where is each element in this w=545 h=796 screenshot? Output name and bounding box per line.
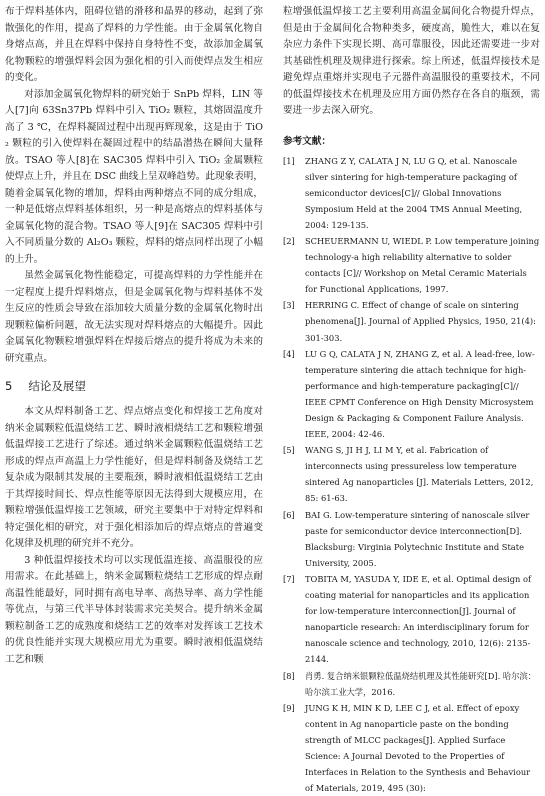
reference-text: HERRING C. Effect of change of scale on sintering phenomena[J]. Journal of Applied Physics, 1950, 21(4): 301-303. — [305, 297, 540, 345]
reference-item — [283, 571, 540, 668]
reference-item — [283, 346, 540, 443]
reference-number: [3] — [283, 297, 305, 345]
left-column — [5, 4, 263, 668]
right-column — [283, 4, 540, 796]
reference-item — [283, 507, 540, 571]
reference-text: TOBITA M, YASUDA Y, IDE E, et al. Optimal design of coating material for nanoparticles and its application for low-temperature interconnection[J]. Journal of nanoparticle research: An interdisciplinary forum for nanoscale science and technology, 2010, 12(6): 2135-2144. — [305, 571, 540, 668]
reference-item — [283, 442, 540, 506]
section-heading — [5, 378, 263, 394]
reference-number: [9] — [283, 700, 305, 796]
reference-number: [6] — [283, 507, 305, 571]
reference-item — [283, 700, 540, 796]
section-number: 5 — [5, 379, 12, 393]
reference-text: SCHEUERMANN U, WIEDL P. Low temperature joining technology-a high reliability alternative to solder contacts [C]// Workshop on Metal Ceramic Materials for Functional Applications, 1997. — [305, 233, 540, 297]
reference-text: ZHANG Z Y, CALATA J N, LU G Q, et al. Nanoscale silver sintering for high-temperature packaging of semiconductor devices[C]// Global Innovations Symposium Held at the 2004 TMS Annual Meeting, 2004: 129-135. — [305, 153, 540, 233]
reference-number: [4] — [283, 346, 305, 443]
body-paragraph: 虽然金属氧化物性能稳定，可提高焊料的力学性能并在一定程度上提升焊料熔点，但是金属氧化物与焊料基体不发生反应的性质会导致在添加较大质量分数的金属氧化物时出现颗粒偏析问题，故无法实现对焊料熔点的大幅提升。因此金属氧化物颗粒增强焊料在焊接后熔点的提升将成为未来的研究重点。 — [5, 268, 263, 367]
body-paragraph: 粒增强低温焊接工艺主要利用高温金属间化合物提升焊点，但是由于金属间化合物种类多，硬度高，脆性大，难以在复杂应力条件下实现长期、高可靠服役，因此还需要进一步对其基础性机理及规律进行探索。综上所述，低温焊接技术是避免焊点重熔并实现电子元器件高温服役的重要技术，不同的低温焊接技术在机理及应用方面仍然存在各自的瓶颈，需要进一步去深入研究。 — [283, 4, 540, 120]
reference-text: BAI G. Low-temperature sintering of nanoscale silver paste for semiconductor device interconnection[D]. Blacksburg: Virginia Polytechnic Institute and State University, 2005. — [305, 507, 540, 571]
reference-number: [1] — [283, 153, 305, 233]
reference-number: [5] — [283, 442, 305, 506]
reference-text: LU G Q, CALATA J N, ZHANG Z, et al. A lead-free, low-temperature sintering die attach technique for high-performance and high-temperature packaging[C]// IEEE CPMT Conference on High Density Microsystem Design & Packaging & Component Failure Analysis. IEEE, 2004: 42-46. — [305, 346, 540, 443]
reference-item — [283, 297, 540, 345]
reference-item — [283, 153, 540, 233]
reference-number: [8] — [283, 668, 305, 700]
section-title: 结论及展望 — [28, 379, 86, 393]
reference-text: 肖勇. 复合纳米银颗粒低温烧结机理及其性能研究[D]. 哈尔滨：哈尔滨工业大学，2016. — [305, 668, 540, 700]
reference-list — [283, 153, 540, 796]
body-paragraph: 本文从焊料制备工艺、焊点熔点变化和焊接工艺角度对纳米金属颗粒低温烧结工艺、瞬时液相烧结工艺和颗粒增强低温焊接工艺进行了综述。通过纳米金属颗粒低温烧结工艺形成的焊点声高温上力学性能好，但是焊料制备及烧结工艺复杂成为限制其发展的主要瓶颈，瞬时液相低温烧结工艺由于其焊接时间长、焊点性能等原因无法得到大规模应用，在颗粒增强低温焊接工艺领域，研究主要集中于对特定焊料和特定强化相的研究，对于强化相添加后的焊点熔点的普遍变化规律及机理的研究并不充分。 — [5, 404, 263, 553]
body-paragraph: 3 种低温焊接技术均可以实现低温连接、高温服役的应用需求。在此基础上，纳米金属颗粒烧结工艺形成的焊点耐高温性能最好，同时拥有高电导率、高热导率、高力学性能等优点，与第三代半导体封装需求完美契合。提升纳米金属颗粒制备工艺的成熟度和烧结工艺的效率对发挥该工艺技术的优良性能并实现大规模应用尤为重要。瞬时液相低温烧结工艺和颗 — [5, 553, 263, 669]
body-paragraph: 布于焊料基体内，阻碍位错的滑移和晶界的移动，起到了弥散强化的作用，提高了焊料的力学性能。由于金属氧化物自身熔点高，并且在焊料中保持自身特性不变，故添加金属氧化物颗粒的增强焊料会因为强化相的引入而使焊点发生相应的变化。 — [5, 4, 263, 87]
reference-text: WANG S, JI H J, LI M Y, et al. Fabrication of interconnects using pressureless low temperature sintered Ag nanoparticles [J]. Materials Letters, 2012, 85: 61-63. — [305, 442, 540, 506]
reference-number: [7] — [283, 571, 305, 668]
reference-item — [283, 668, 540, 700]
references-title: 参考文献： — [283, 134, 540, 150]
reference-item — [283, 233, 540, 297]
reference-number: [2] — [283, 233, 305, 297]
body-paragraph: 对添加金属氧化物焊料的研究始于 SnPb 焊料，LIN 等人[7]向 63Sn37Pb 焊料中引入 TiO₂ 颗粒，其熔固温度升高了 3 ℃，在焊料凝固过程中出现再辉现象，这是由于 TiO₂ 颗粒的引入使焊料在凝固过程中的结晶潜热在瞬间大量释放。TSAO 等人[8]在 SAC305 焊料中引入 TiO₂ 金属颗粒使焊点上升，并且在 DSC 曲线上呈双峰趋势。此现象表明，随着金属氧化物的增加，焊料由两种熔点不同的成分组成，一种是低熔点焊料基体组织，另一种是高熔点的焊料基体与金属氧化物的混合物。TSAO 等人[9]在 SAC305 焊料中引入不同质量分数的 Al₂O₃ 颗粒，焊料的熔点同样出现了小幅的上升。 — [5, 87, 263, 269]
reference-text: JUNG K H, MIN K D, LEE C J, et al. Effect of epoxy content in Ag nanoparticle paste on the bonding strength of MLCC packages[J]. Applied Surface Science: A Journal Devoted to the Properties of Interfaces in Relation to the Synthesis and Behaviour of Materials, 2019, 495 (30): — [305, 700, 540, 796]
